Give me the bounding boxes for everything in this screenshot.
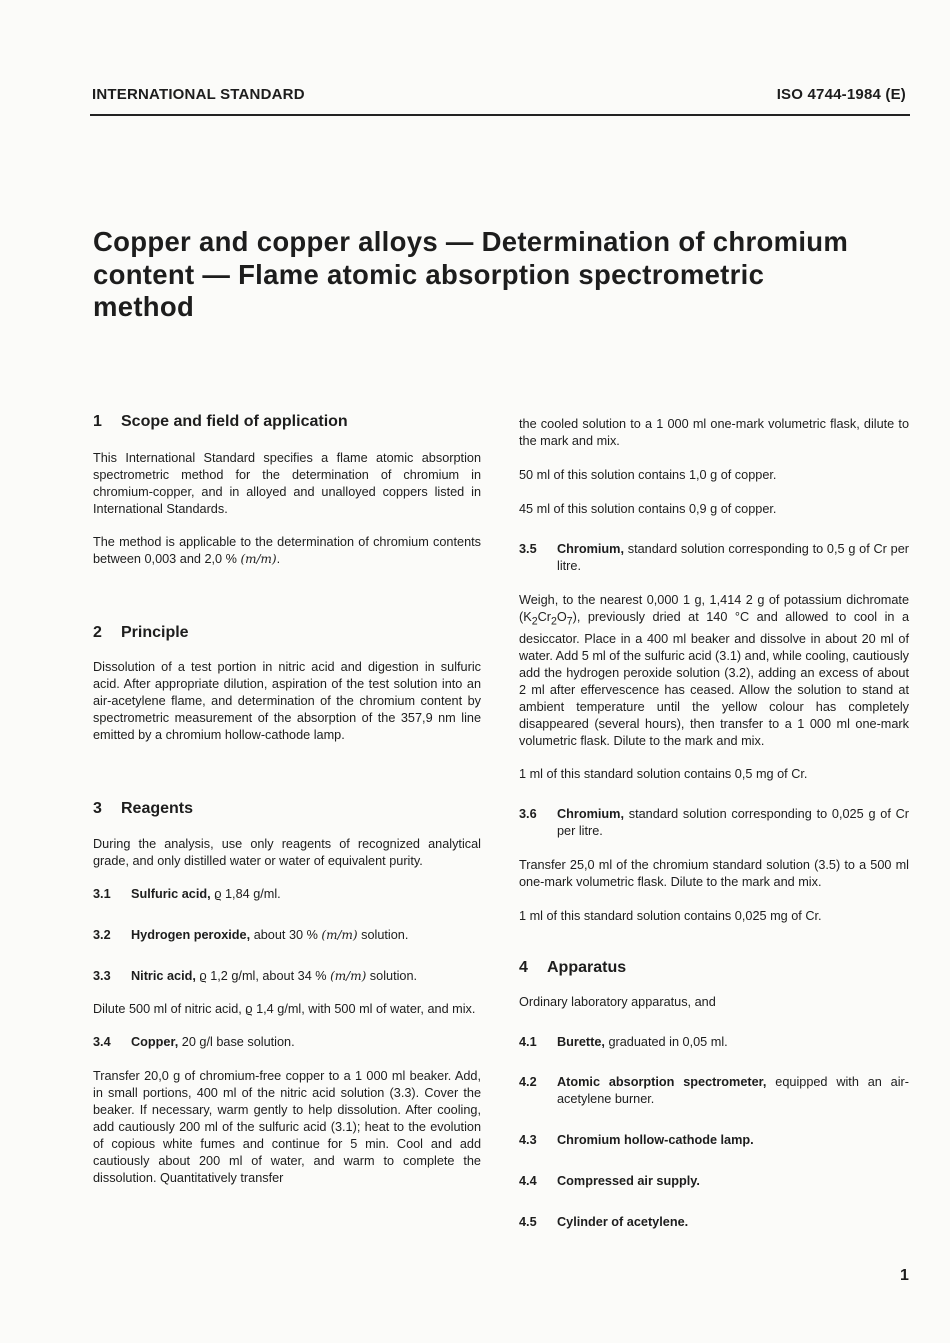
reagent-3-4: 3.4 Copper, 20 g/l base solution. xyxy=(93,1035,295,1049)
header-rule xyxy=(90,114,910,116)
title-line-1: Copper and copper alloys — Determination of chromium xyxy=(93,226,849,257)
reagent-3-6: 3.6 Chromium, standard solution corresponding to 0,025 g of Cr per litre. xyxy=(519,806,910,838)
apparatus-4-2: 4.2 Atomic absorption spectrometer, equipped with an air-acetylene burner. xyxy=(519,1074,909,1106)
header-left: INTERNATIONAL STANDARD xyxy=(92,85,305,103)
apparatus-4-3: 4.3 Chromium hollow-cathode lamp. xyxy=(519,1132,754,1147)
right-column xyxy=(519,416,909,1231)
reagent-3-4-text: Transfer 20,0 g of chromium-free copper to a 1 000 ml beaker. Add, in small portions, 400 ml of the nitric acid solution (3.3). Cover the beaker. If necessary, warm gently to help dissolution. After cooling, add cautiously 200 ml of the sulfuric acid (3.1); heat to the evolution of copious white fumes and continue for 5 min. Cool and add cautiously about 200 ml of water, and warm to complete the dissolution. Quantitatively transfer xyxy=(93,1069,481,1185)
reagent-3-5-text: Weigh, to the nearest 0,000 1 g, 1,414 2 g of potassium dichromate $(K_2Cr_2O_7)$, previously dried at 140 °C and allowed to cool in a desiccator. Place in a 400 ml beaker and dissolve in about 20 ml of water. Add 5 ml of the sulfuric acid (3.1) and, while cooling, cautiously add the hydrogen peroxide solution (3.2), adding an excess of about 2 ml after effervescence has ceased. Allow the solution to stand at ambient temperature until the yellow colour has completely disappeared (several hours), then transfer to a 1 000 ml one-mark volumetric flask. Dilute to the mark and mix. xyxy=(519,593,909,748)
reagent-3-3: 3.3 Nitric acid, ϱ 1,2 g/ml, about 34 % (m/m) solution. xyxy=(93,969,418,983)
section-2-heading: 2 Principle xyxy=(93,624,189,641)
reagent-3-6-text: Transfer 25,0 ml of the chromium standard solution (3.5) to a 500 ml one-mark volumetric flask. Dilute to the mark and mix. xyxy=(519,857,909,889)
title-line-3: method xyxy=(93,291,195,322)
s3-intro: During the analysis, use only reagents of recognized analytical grade, and only distilled water or water of equivalent purity. xyxy=(93,837,481,868)
left-column xyxy=(93,412,481,1187)
apparatus-4-5: 4.5 Cylinder of acetylene. xyxy=(519,1214,689,1229)
reagent-3-2: 3.2 Hydrogen peroxide, about 30 % (m/m) solution. xyxy=(93,928,409,942)
reagent-3-3-text: Dilute 500 ml of nitric acid, ϱ 1,4 g/ml, with 500 ml of water, and mix. xyxy=(93,1002,476,1016)
title-line-2: content — Flame atomic absorption spectrometric xyxy=(93,258,765,290)
reagent-3-4-note-1: 50 ml of this solution contains 1,0 g of copper. xyxy=(519,468,777,482)
page-header xyxy=(92,82,906,106)
reagent-3-4-note-2: 45 ml of this solution contains 0,9 g of copper. xyxy=(519,502,777,516)
reagent-3-4-text-cont: the cooled solution to a 1 000 ml one-mark volumetric flask, dilute to the mark and mix. xyxy=(519,417,909,448)
section-3-heading: 3 Reagents xyxy=(93,800,194,817)
reagent-3-1: 3.1 Sulfuric acid, ϱ 1,84 g/ml. xyxy=(93,887,281,901)
apparatus-4-4: 4.4 Compressed air supply. xyxy=(519,1173,700,1188)
reagent-3-5-note: 1 ml of this standard solution contains 0,5 mg of Cr. xyxy=(519,766,808,781)
s2-paragraph-1: Dissolution of a test portion in nitric acid and digestion in sulfuric acid. After appropriate dilution, aspiration of the test solution into an air-acetylene flame, and determination of the chromium content by spectrometric measurement of the absorption of the 357,9 nm line emitted by a chromium hollow-cathode lamp. xyxy=(93,660,481,742)
reagent-3-6-note: 1 ml of this standard solution contains 0,025 mg of Cr. xyxy=(519,908,822,923)
section-1-heading: 1 Scope and field of application xyxy=(93,413,348,430)
page-number: 1 xyxy=(900,1267,909,1284)
apparatus-4-1: 4.1 Burette, graduated in 0,05 ml. xyxy=(519,1034,728,1049)
reagent-3-5: 3.5 Chromium, standard solution corresponding to 0,5 g of Cr per litre. xyxy=(519,542,910,573)
s1-paragraph-2: The method is applicable to the determination of chromium contents between 0,003 and 2,0 % (m/m). xyxy=(93,535,481,566)
s4-intro: Ordinary laboratory apparatus, and xyxy=(519,994,716,1009)
section-4-heading: 4 Apparatus xyxy=(519,958,627,976)
header-right: ISO 4744-1984 (E) xyxy=(776,85,906,103)
document-title xyxy=(93,226,903,324)
s1-paragraph-1: This International Standard specifies a flame atomic absorption spectrometric method for the determination of chromium in chromium-copper, and in alloyed and unalloyed coppers listed in International Standards. xyxy=(93,451,481,516)
